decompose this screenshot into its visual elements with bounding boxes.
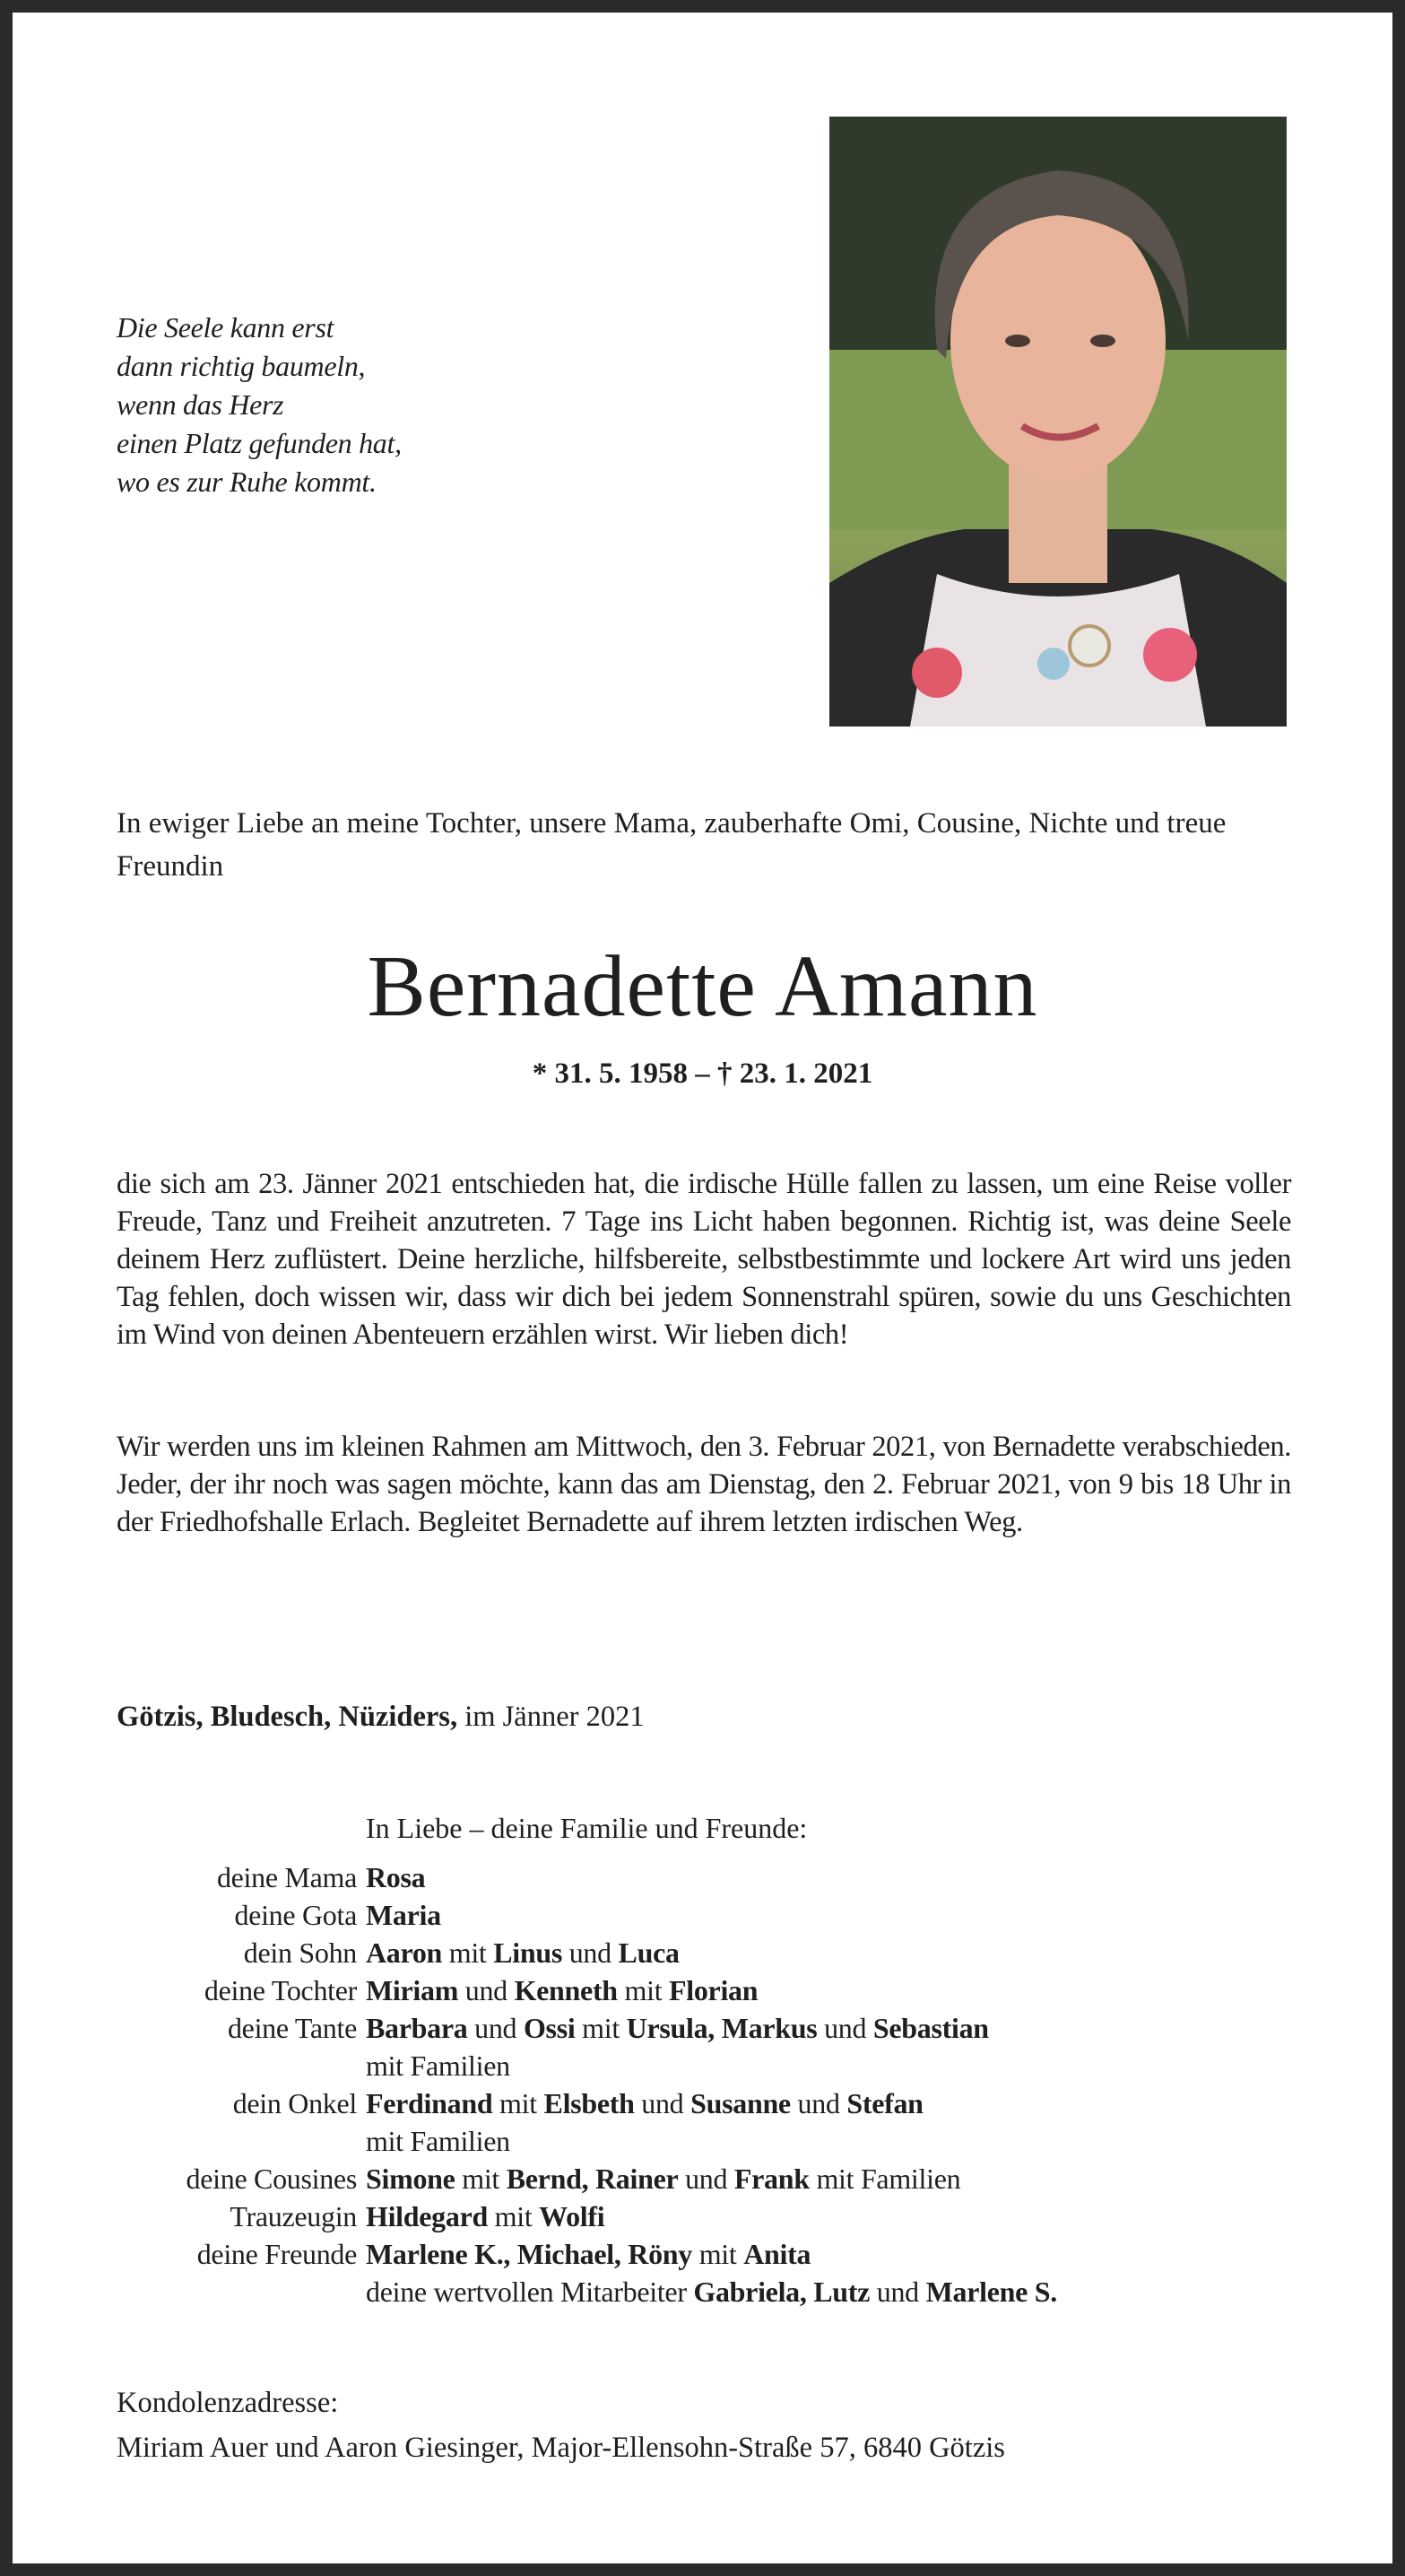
connector-text: mit Familien — [366, 2049, 510, 2082]
person-name: Aaron — [366, 1936, 443, 1969]
condolence-address: Kondolenzadresse: Miriam Auer und Aaron Giesinger, Major-Ellensohn-Straße 57, 6840 Götzis — [117, 2387, 1005, 2464]
family-row — [66, 2273, 1057, 2311]
person-name: Hildegard — [366, 2200, 488, 2232]
person-name: Miriam — [366, 1974, 459, 2006]
relation-label: deine Gota — [234, 1899, 357, 1931]
relation-label: dein Sohn — [243, 1936, 357, 1969]
family-row — [66, 2197, 1057, 2235]
connector-text: und — [678, 2163, 734, 2195]
relation-label: deine Cousines — [186, 2163, 357, 2195]
relation-names — [366, 1896, 441, 1934]
person-name: Frank — [733, 2163, 810, 2195]
family-row — [66, 2122, 1057, 2160]
connector-text: und — [467, 2012, 524, 2044]
family-row — [66, 2160, 1057, 2197]
person-name: Bernd, Rainer — [506, 2163, 679, 2195]
person-name: Luca — [618, 1936, 680, 1969]
person-name: Elsbeth — [543, 2087, 635, 2119]
paragraph-ceremony: Wir werden uns im kleinen Rahmen am Mittwoch, den 3. Februar 2021, von Bernadette verabschieden. Jeder, der ihr noch was sagen möchte, kann das am Dienstag, den 2. Februar 2021, von 9 bis 18 Uhr in der Friedhofshalle Erlach. Begleitet Bernadette auf ihrem letzten irdischen Weg. — [117, 1431, 1291, 1538]
family-row — [66, 1971, 1057, 2009]
connector-text: mit — [492, 2087, 544, 2119]
person-name: Rosa — [366, 1861, 426, 1893]
connector-text: und — [870, 2276, 926, 2308]
relation-label — [66, 2047, 366, 2084]
relation-label: deine Freunde — [196, 2238, 357, 2270]
person-name: Wolfi — [539, 2200, 605, 2232]
relation-label — [66, 2122, 366, 2160]
relation-names — [366, 2197, 604, 2235]
relation-label: deine Tochter — [204, 1974, 357, 2006]
relation-names — [366, 2273, 1057, 2311]
quote: Die Seele kann erst dann richtig baumeln, wenn das Herz einen Platz gefunden hat, wo es zur Ruhe kommt. — [117, 311, 402, 498]
family-row — [66, 2084, 1057, 2122]
person-name: Marlene S. — [925, 2276, 1057, 2308]
family-row — [66, 1896, 1057, 1934]
person-name: Maria — [366, 1899, 441, 1931]
relation-names — [366, 1971, 758, 2009]
family-heading: In Liebe – deine Familie und Freunde: — [366, 1812, 808, 1844]
intro-text: In ewiger Liebe an meine Tochter, unsere Mama, zauberhafte Omi, Cousine, Nichte und treue Freundin — [117, 807, 1227, 883]
person-name: Simone — [366, 2163, 455, 2195]
connector-text: mit Familien — [809, 2163, 961, 2195]
relation-names — [366, 2235, 811, 2273]
person-name: Sebastian — [872, 2012, 989, 2044]
relation-label: deine Tante — [227, 2012, 357, 2044]
person-name: Marlene K., Michael, Röny — [366, 2238, 692, 2270]
person-name: Ferdinand — [366, 2087, 493, 2119]
paragraph-farewell: die sich am 23. Jänner 2021 entschieden hat, die irdische Hülle fallen zu lassen, um eine Reise voller Freude, Tanz und Freiheit anzutreten. 7 Tage ins Licht haben begonnen. Richtig ist, was deine Seele deinem Herz zuflüstert. Deine herzliche, hilfsbereite, selbstbestimmte und lockere Art wird uns jeden Tag fehlen, doch wissen wir, dass wir dich bei jedem Sonnenstrahl spüren, sowie du uns Geschichten im Wind von deinen Abenteuern erzählen wirst. Wir lieben dich! — [117, 1168, 1291, 1351]
connector-text: deine wertvollen Mitarbeiter — [366, 2276, 694, 2308]
family-list — [66, 1858, 1057, 2311]
connector-text: und — [562, 1936, 619, 1969]
connector-text: mit — [617, 1974, 669, 2006]
person-name: Kenneth — [514, 1974, 618, 2006]
person-name: Florian — [669, 1974, 759, 2006]
person-name: Susanne — [690, 2087, 791, 2119]
relation-label — [66, 2273, 366, 2311]
person-name: Linus — [493, 1936, 563, 1969]
connector-text: mit Familien — [366, 2125, 510, 2157]
place-date: Götzis, Bludesch, Nüziders, im Jänner 2021 — [117, 1701, 645, 1733]
connector-text: mit — [692, 2238, 744, 2270]
connector-text: und — [634, 2087, 691, 2119]
family-row — [66, 2047, 1057, 2084]
relation-label: deine Mama — [216, 1861, 357, 1893]
family-row — [66, 2009, 1057, 2047]
relation-names — [366, 2047, 510, 2084]
relation-label: dein Onkel — [232, 2087, 357, 2119]
family-row — [66, 2235, 1057, 2273]
relation-label: Trauzeugin — [230, 2200, 357, 2232]
relation-names — [366, 2009, 989, 2047]
person-name: Barbara — [366, 2012, 468, 2044]
connector-text: und — [790, 2087, 847, 2119]
relation-names — [366, 2084, 924, 2122]
life-dates: * 31. 5. 1958 – † 23. 1. 2021 — [532, 1057, 873, 1090]
person-name: Stefan — [846, 2087, 924, 2119]
deceased-name: Bernadette Amann — [367, 938, 1038, 1035]
relation-names — [366, 1934, 680, 1971]
connector-text: mit — [455, 2163, 507, 2195]
obituary-page — [13, 13, 1392, 2563]
family-row — [66, 1934, 1057, 1971]
relation-names — [366, 2160, 960, 2197]
relation-names — [366, 2122, 510, 2160]
person-name: Ossi — [523, 2012, 576, 2044]
person-name: Anita — [743, 2238, 811, 2270]
connector-text: mit — [575, 2012, 627, 2044]
connector-text: mit — [487, 2200, 540, 2232]
person-name: Ursula, Markus — [626, 2012, 818, 2044]
connector-text: und — [458, 1974, 515, 2006]
relation-names — [366, 1858, 425, 1896]
connector-text: und — [817, 2012, 873, 2044]
family-row — [66, 1858, 1057, 1896]
portrait-photo — [829, 117, 1287, 727]
person-name: Gabriela, Lutz — [693, 2276, 871, 2308]
connector-text: mit — [442, 1936, 494, 1969]
